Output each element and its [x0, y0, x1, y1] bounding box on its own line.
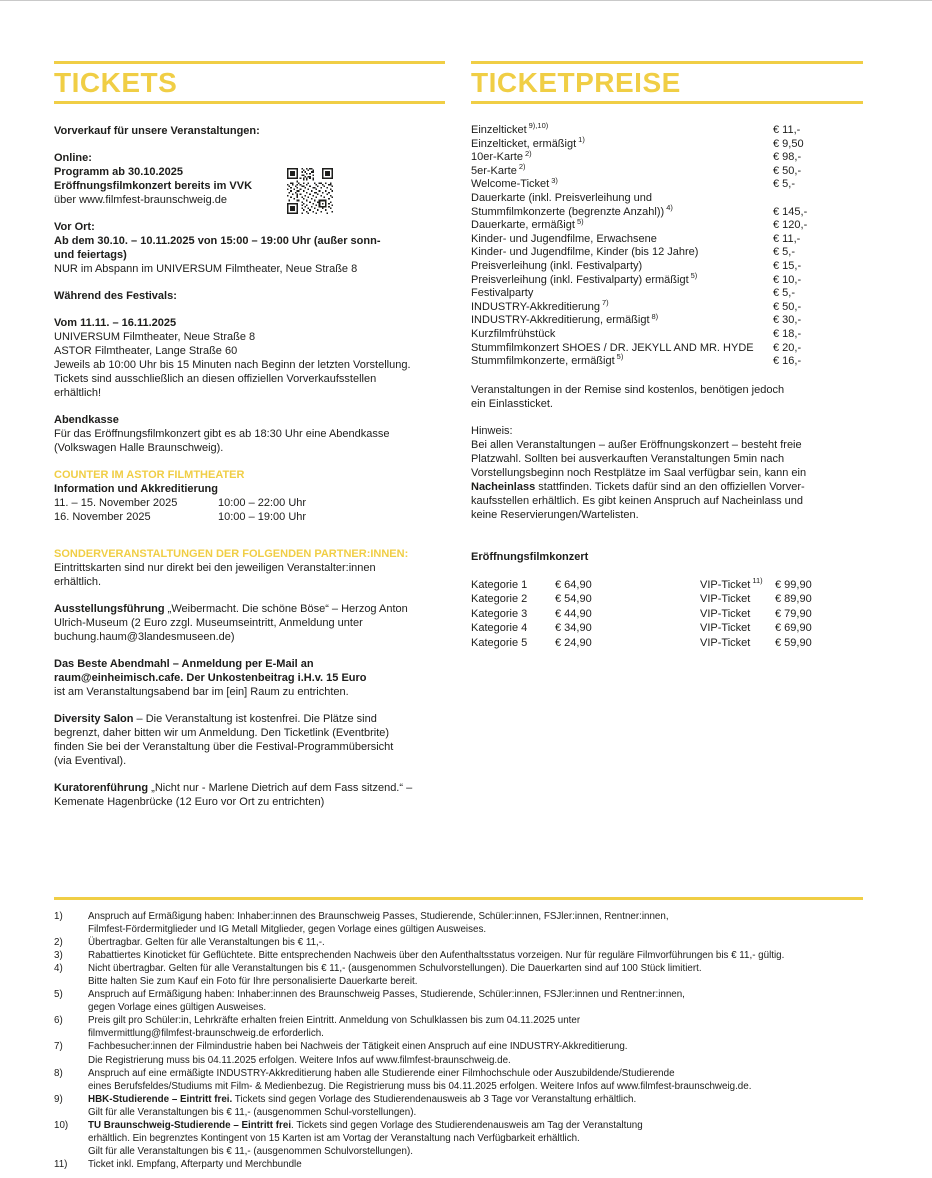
price-row — [471, 352, 863, 369]
vip-label-text: VIP-Ticket — [700, 607, 751, 620]
price-label-text: Dauerkarte (inkl. Preisverleihung und — [471, 191, 652, 204]
footnote-text — [88, 1054, 863, 1067]
text-line — [54, 795, 445, 809]
price-label-text: Stummfilmkonzert SHOES / DR. JEKYLL AND MR. HYDE — [471, 341, 754, 354]
footnote-text — [88, 1027, 863, 1040]
text-line — [471, 508, 863, 522]
regular-text: „Nicht nur - Marlene Dietrich auf dem Fass sitzend.“ – — [148, 782, 413, 794]
footnote-marker: 1) — [54, 911, 63, 922]
intro-text: Vorverkauf für unsere Veranstaltungen: — [54, 125, 260, 137]
price-label-text: INDUSTRY-Akkreditierung, ermäßigt — [471, 314, 650, 327]
price-label — [471, 202, 773, 220]
price-value: € 30,- — [773, 314, 802, 327]
footnote-line — [54, 988, 863, 1001]
price-row — [471, 342, 863, 356]
footnote-line — [54, 962, 863, 975]
bold-text: HBK-Studierende – Eintritt frei. — [88, 1093, 233, 1105]
price-value: € 20,- — [773, 341, 802, 354]
time-range: 10:00 – 19:00 Uhr — [218, 511, 307, 523]
price-row — [471, 287, 863, 301]
regular-text: erhältlich. Ein begrenztes Kontingent von 15 Karten ist am Vortag der Veranstaltung nach Verfügbarkeit erhältlich. — [88, 1132, 580, 1144]
price-label-text: Kurzfilmfrühstück — [471, 327, 556, 340]
footnotes-section — [54, 897, 863, 1171]
online-block — [54, 151, 445, 207]
regular-text: Bei allen Veranstaltungen – außer Eröffnungskonzert – besteht freie — [471, 438, 802, 451]
footnote-line — [54, 975, 863, 988]
price-label — [471, 175, 773, 192]
price-value: € 10,- — [773, 273, 802, 286]
regular-text: Platzwahl. Sollten bei ausverkauften Veranstaltungen 5min nach — [471, 452, 785, 465]
category-price: € 54,90 — [555, 593, 592, 606]
sonder-block — [54, 547, 445, 589]
footnote-marker — [54, 1001, 88, 1014]
footnote-marker: 8) — [54, 1067, 63, 1079]
price-label-text: Preisverleihung (inkl. Festivalparty) ermäßigt — [471, 273, 689, 286]
vorort-block — [54, 220, 445, 276]
event-abendmahl — [54, 657, 445, 699]
price-label — [471, 270, 773, 288]
price-row — [471, 175, 863, 192]
price-value: € 15,- — [773, 259, 802, 272]
bold-text: TU Braunschweig-Studierende – Eintritt frei — [88, 1119, 292, 1131]
category-label: Kategorie 1 — [471, 578, 528, 591]
price-value: € 50,- — [773, 300, 802, 313]
category-label: Kategorie 4 — [471, 622, 528, 635]
price-value: € 5,- — [773, 287, 796, 300]
vip-label-text: VIP-Ticket — [700, 593, 751, 606]
counter-block — [54, 468, 445, 524]
category-row — [471, 636, 863, 651]
price-label — [471, 233, 773, 247]
vip-price: € 69,90 — [775, 622, 812, 635]
price-label — [471, 162, 773, 179]
right-column — [471, 61, 863, 664]
online-heading: Online: — [54, 152, 92, 164]
regular-text: . Tickets sind gegen Vorlage des Studierendenausweis am Tag der Veranstaltung — [291, 1119, 643, 1131]
vip-price: € 79,90 — [775, 607, 812, 620]
regular-text: Ulrich-Museum (2 Euro zzgl. Museumseintritt, Anmeldung unter — [54, 617, 363, 629]
price-label — [471, 134, 773, 152]
online-line: Programm ab 30.10.2025 — [54, 166, 184, 178]
footnote-text — [88, 1001, 863, 1014]
text-line — [54, 671, 445, 685]
footnote-marker: 3) — [54, 950, 63, 962]
footnote-text — [88, 988, 863, 1001]
price-value: € 98,- — [773, 151, 802, 164]
ticketpreise-section-header — [471, 61, 863, 104]
text-line: Veranstaltungen in der Remise sind kostenlos, benötigen jedoch — [471, 383, 785, 396]
price-label — [471, 121, 773, 138]
regular-text: (via Eventival). — [54, 755, 127, 767]
text-line — [54, 712, 445, 726]
price-label-text: Einzelticket — [471, 124, 527, 136]
footnote-ref: 2) — [524, 148, 532, 158]
bold-text: raum@einheimisch.cafe. Der Unkostenbeitrag i.H.v. 15 Euro — [54, 672, 367, 684]
vip-price: € 89,90 — [775, 593, 812, 606]
rule-bottom — [471, 101, 863, 104]
regular-text: Anspruch auf Ermäßigung haben: Inhaber:innen des Braunschweig Passes, Studierende, Schüler:innen, FSJler:innen und Rentner:innen, — [88, 989, 685, 1001]
price-label — [471, 328, 773, 342]
footnote-marker — [54, 1145, 88, 1158]
regular-text: Nicht übertragbar. Gelten für alle Veranstaltungen bis € 11,- (ausgenommen Schulvorstellungen). Die Dauerkarten sind auf 100 Stück limitiert. — [88, 963, 702, 975]
text-line: Eintrittskarten sind nur direkt bei den jeweiligen Veranstalter:innen — [54, 562, 376, 574]
regular-text: Fachbesucher:innen der Filmindustrie haben bei Nachweis der Tätigkeit einen Anspruch auf eine INDUSTRY-Akkreditierung. — [88, 1041, 628, 1053]
footnote-line — [54, 923, 863, 936]
footnote-text — [88, 910, 863, 923]
price-label-text: Stummfilmkonzerte (begrenzte Anzahl)) — [471, 205, 665, 218]
footnote-line — [54, 1067, 863, 1080]
footnote-marker: 7) — [54, 1041, 63, 1053]
date-range: 16. November 2025 — [54, 511, 151, 523]
footnote-marker: 11) — [54, 1158, 68, 1170]
online-line: Eröffnungsfilmkonzert bereits im VVK — [54, 180, 253, 192]
regular-text: Gilt für alle Veranstaltungen bis € 11,- (ausgenommen Schul-vorstellungen). — [88, 1106, 417, 1118]
text-line: erhältlich! — [54, 387, 102, 399]
vorort-line: Ab dem 30.10. – 10.11.2025 von 15:00 – 19:00 Uhr (außer sonn- — [54, 235, 381, 247]
price-label — [471, 287, 773, 301]
footnote-marker — [54, 1080, 88, 1093]
price-value: € 145,- — [773, 205, 808, 218]
price-label-text: Dauerkarte, ermäßigt — [471, 219, 575, 232]
price-label — [471, 298, 773, 315]
price-row — [471, 121, 863, 138]
regular-text: ist am Veranstaltungsabend bar im [ein] Raum zu entrichten. — [54, 686, 349, 698]
category-label: Kategorie 2 — [471, 593, 528, 606]
price-label-text: Preisverleihung (inkl. Festivalparty) — [471, 259, 643, 272]
footnote-text — [88, 1067, 863, 1080]
footnote-marker: 2) — [54, 937, 63, 949]
footnote-text — [88, 1014, 863, 1027]
category-price-table — [471, 578, 863, 651]
footnote-text — [88, 1145, 863, 1158]
price-value: € 11,- — [773, 124, 801, 136]
eroeffnungskonzert-block — [471, 550, 863, 651]
rule-bottom — [54, 101, 445, 104]
price-label-text: Kinder- und Jugendfilme, Erwachsene — [471, 232, 657, 245]
vip-label — [700, 578, 775, 593]
footnote-marker: 10) — [54, 1119, 69, 1131]
regular-text: buchung.haum@3landesmuseen.de) — [54, 631, 235, 643]
text-line: Tickets sind ausschließlich an diesen offiziellen Vorverkaufsstellen — [54, 373, 377, 385]
intro-block — [54, 124, 445, 138]
vip-price: € 59,90 — [775, 637, 812, 650]
price-label-text: 10er-Karte — [471, 151, 523, 164]
regular-text: begrenzt, daher bitten wir um Anmeldung. Den Ticketlink (Eventbrite) — [54, 727, 390, 739]
regular-text: kaufsstellen erhältlich. Es gibt keinen Anspruch auf Nacheinlass und — [471, 494, 804, 507]
footnote-line — [54, 910, 863, 923]
footnote-line — [54, 1145, 863, 1158]
regular-text: eines Berufsfeldes/Studiums mit Film- & Medienbezug. Die Registrierung muss bis 04.11.2025 erfolgen. Weitere Infos auf www.filmfest-braunschweig.de. — [88, 1080, 752, 1092]
sonder-heading: SONDERVERANSTALTUNGEN DER FOLGENDEN PARTNER:INNEN: — [54, 548, 409, 560]
price-label-text: Einzelticket, ermäßigt — [471, 137, 577, 150]
text-line: erhältlich. — [54, 576, 102, 588]
price-label — [471, 352, 773, 369]
footnote-ref: 9),10) — [528, 121, 549, 131]
footnote-ref: 7) — [602, 298, 609, 308]
vorort-heading: Vor Ort: — [54, 221, 95, 233]
category-row — [471, 621, 863, 636]
category-price: € 64,90 — [555, 578, 592, 591]
vip-label-text: VIP-Ticket — [700, 622, 751, 635]
price-value: € 16,- — [773, 355, 802, 368]
price-label — [471, 246, 773, 260]
price-label-text: INDUSTRY-Akkreditierung — [471, 300, 600, 313]
regular-text: – Die Veranstaltung ist kostenfrei. Die Plätze sind — [133, 713, 377, 725]
footnote-marker: 6) — [54, 1015, 63, 1027]
text-line — [54, 726, 445, 740]
counter-subheading: Information und Akkreditierung — [54, 483, 218, 495]
footnote-line — [54, 1119, 863, 1132]
footnote-text — [88, 962, 863, 975]
regular-text: Tickets sind gegen Vorlage des Studierendenausweis ab 3 Tage vor Veranstaltung erhältlich. — [232, 1093, 637, 1105]
regular-text: Anspruch auf eine ermäßigte INDUSTRY-Akkreditierung haben alle Studierende einer Filmhochschule oder Auszubildende/Studierende — [88, 1067, 675, 1079]
regular-text: „Weibermacht. Die schöne Böse“ – Herzog Anton — [164, 603, 408, 615]
category-label: Kategorie 5 — [471, 637, 528, 650]
footnote-ref: 8) — [651, 311, 659, 321]
text-line: Jeweils ab 10:00 Uhr bis 15 Minuten nach Beginn der letzten Vorstellung. — [54, 359, 411, 371]
vorort-line: und feiertags) — [54, 249, 127, 261]
vorort-line: NUR im Abspann im UNIVERSUM Filmtheater, Neue Straße 8 — [54, 263, 358, 275]
footnote-text — [88, 1132, 863, 1145]
footnote-line — [54, 1106, 863, 1119]
price-row — [471, 311, 863, 328]
price-label — [471, 192, 773, 206]
footnote-text — [88, 1080, 863, 1093]
price-label-text: Kinder- und Jugendfilme, Kinder (bis 12 Jahre) — [471, 246, 699, 259]
footnote-marker: 9) — [54, 1093, 63, 1105]
price-value: € 5,- — [773, 178, 796, 191]
text-line — [471, 494, 863, 508]
price-row — [471, 328, 863, 342]
regular-text: Übertragbar. Gelten für alle Veranstaltungen bis € 11,-. — [88, 937, 325, 949]
abendkasse-block — [54, 413, 445, 455]
price-label — [471, 311, 773, 328]
regular-text: Die Registrierung muss bis 04.11.2025 erfolgen. Weitere Infos auf www.filmfest-braunschweig.de. — [88, 1054, 511, 1066]
price-value: € 18,- — [773, 327, 802, 340]
price-label — [471, 148, 773, 165]
footnote-marker — [54, 1132, 88, 1145]
price-label — [471, 260, 773, 274]
footnote-text — [88, 1040, 863, 1053]
footnote-text — [88, 1106, 863, 1119]
text-line — [54, 657, 445, 671]
vip-label — [700, 636, 775, 651]
footnote-ref: 3) — [551, 175, 558, 185]
price-row — [471, 246, 863, 260]
opening-hours-row — [54, 496, 445, 510]
vip-label — [700, 621, 775, 636]
festival-heading: Vom 11.11. – 16.11.2025 — [54, 317, 177, 329]
vip-label-text: VIP-Ticket — [700, 637, 751, 650]
price-value — [773, 192, 863, 206]
footnote-ref: 1) — [578, 134, 585, 144]
footnote-marker — [54, 1106, 88, 1119]
category-row — [471, 607, 863, 622]
konzert-heading: Eröffnungsfilmkonzert — [471, 550, 589, 563]
text-line — [54, 616, 445, 630]
festival-hours-block — [54, 316, 445, 400]
category-price: € 34,90 — [555, 622, 592, 635]
footnote-ref: 5) — [616, 352, 624, 362]
footnotes-list — [54, 910, 863, 1171]
tickets-title: TICKETS — [54, 67, 178, 98]
price-table — [471, 121, 863, 369]
waehrend-heading: Während des Festivals: — [54, 290, 177, 302]
footnote-marker — [54, 1027, 88, 1040]
text-line — [54, 685, 445, 699]
regular-text: Rabattiertes Kinoticket für Geflüchtete. Bitte entsprechenden Nachweis über den Aufenthaltsstatus vorzeigen. Nur für reguläre Filmvorführungen bis € 11,- gültig. — [88, 950, 785, 962]
price-label-text: Welcome-Ticket — [471, 178, 550, 191]
regular-text: stattfinden. Tickets dafür sind an den offiziellen Vorver- — [535, 480, 805, 493]
footnote-line — [54, 1132, 863, 1145]
footnote-line — [54, 1040, 863, 1053]
category-row — [471, 592, 863, 607]
text-line — [471, 438, 863, 452]
event-diversity-salon — [54, 712, 445, 768]
text-line: ein Einlassticket. — [471, 397, 553, 410]
price-value: € 5,- — [773, 246, 796, 259]
online-url: über www.filmfest-braunschweig.de — [54, 194, 228, 206]
text-line — [54, 740, 445, 754]
footnote-text — [88, 975, 863, 988]
price-row — [471, 270, 863, 288]
hinweis-label: Hinweis: — [471, 424, 513, 437]
left-column — [54, 61, 445, 822]
footnote-line — [54, 1158, 863, 1171]
regular-text: Kemenate Hagenbrücke (12 Euro vor Ort zu entrichten) — [54, 796, 325, 808]
price-label-text: Festivalparty — [471, 287, 534, 300]
text-line: Für das Eröffnungsfilmkonzert gibt es ab 18:30 Uhr eine Abendkasse — [54, 428, 390, 440]
footnote-line — [54, 949, 863, 962]
footnote-text — [88, 1093, 863, 1106]
price-value: € 50,- — [773, 164, 802, 177]
footnote-marker — [54, 1054, 88, 1067]
opening-hours-row — [54, 510, 445, 524]
footnote-ref: 5) — [576, 216, 584, 226]
footnote-ref: 11) — [752, 576, 763, 586]
time-range: 10:00 – 22:00 Uhr — [218, 497, 307, 509]
price-row — [471, 298, 863, 315]
qr-code — [287, 168, 333, 214]
regular-text: keine Reservierungen/Wartelisten. — [471, 508, 639, 521]
top-border — [0, 0, 932, 1]
footnote-line — [54, 1014, 863, 1027]
price-row — [471, 216, 863, 233]
bold-text: Ausstellungsführung — [54, 603, 165, 615]
regular-text: finden Sie bei der Veranstaltung über die Festival-Programmübersicht — [54, 741, 394, 753]
footnote-text — [88, 1119, 863, 1132]
footnote-marker: 4) — [54, 963, 63, 975]
footnote-line — [54, 1001, 863, 1014]
hinweis-block — [471, 424, 863, 522]
price-row — [471, 260, 863, 274]
price-label-text: 5er-Karte — [471, 164, 517, 177]
category-row — [471, 578, 863, 593]
footnote-line — [54, 936, 863, 949]
vip-label-text: VIP-Ticket — [700, 578, 751, 591]
regular-text: Bitte halten Sie zum Kauf ein Foto für Ihre personalisierte Dauerkarte bereit. — [88, 976, 418, 988]
regular-text: gegen Vorlage eines gültigen Ausweises. — [88, 1002, 267, 1014]
text-line — [471, 466, 863, 480]
remise-block — [471, 383, 863, 411]
vip-price: € 99,90 — [775, 578, 812, 591]
bold-text: Das Beste Abendmahl – Anmeldung per E-Mail an — [54, 658, 314, 670]
footnote-marker — [54, 975, 88, 988]
date-range: 11. – 15. November 2025 — [54, 497, 178, 509]
price-value: € 120,- — [773, 219, 808, 232]
regular-text: filmvermittlung@filmfest-braunschweig.de erforderlich. — [88, 1028, 324, 1040]
abendkasse-heading: Abendkasse — [54, 414, 119, 426]
counter-heading: COUNTER IM ASTOR FILMTHEATER — [54, 469, 245, 481]
footnote-text — [88, 923, 863, 936]
vip-label — [700, 592, 775, 607]
regular-text: Anspruch auf Ermäßigung haben: Inhaber:innen des Braunschweig Passes, Studierende, Schüler:innen, FSJler:innen, Rentner:innen, — [88, 911, 669, 922]
footnote-text — [88, 936, 863, 949]
regular-text: Ticket inkl. Empfang, Afterparty und Merchbundle — [88, 1158, 302, 1170]
footnote-line — [54, 1027, 863, 1040]
footnote-ref: 5) — [690, 270, 698, 280]
price-label — [471, 216, 773, 233]
text-line — [471, 480, 863, 494]
text-line — [471, 452, 863, 466]
bold-text: Kuratorenführung — [54, 782, 149, 794]
footnote-marker — [54, 923, 88, 936]
text-line: ASTOR Filmtheater, Lange Straße 60 — [54, 345, 238, 357]
price-row — [471, 148, 863, 165]
regular-text: Vorstellungsbeginn noch Restplätze im Saal verfügbar sein, kann ein — [471, 466, 807, 479]
footnote-ref: 4) — [666, 202, 673, 212]
footnote-text — [88, 949, 863, 962]
price-value: € 9,50 — [773, 137, 804, 150]
text-line — [54, 602, 445, 616]
text-line: (Volkswagen Halle Braunschweig). — [54, 442, 224, 454]
bold-text: Diversity Salon — [54, 713, 134, 725]
tickets-section-header — [54, 61, 445, 104]
footnotes-rule — [54, 897, 863, 900]
footnote-text — [88, 1158, 863, 1171]
ticketpreise-title: TICKETPREISE — [471, 67, 681, 98]
event-kuratorenfuehrung — [54, 781, 445, 809]
footnote-line — [54, 1054, 863, 1067]
footnote-ref: 2) — [518, 162, 526, 172]
category-price: € 44,90 — [555, 607, 592, 620]
price-row — [471, 202, 863, 220]
text-line — [54, 630, 445, 644]
price-value: € 11,- — [773, 232, 801, 245]
category-price: € 24,90 — [555, 637, 592, 650]
footnote-line — [54, 1093, 863, 1106]
price-row — [471, 233, 863, 247]
text-line — [54, 781, 445, 795]
vip-label — [700, 607, 775, 622]
regular-text: Preis gilt pro Schüler:in, Lehrkräfte erhalten freien Eintritt. Anmeldung von Schulklassen bis zum 04.11.2025 unter — [88, 1015, 581, 1027]
category-label: Kategorie 3 — [471, 607, 528, 620]
event-ausstellungsfuehrung — [54, 602, 445, 644]
footnote-line — [54, 1080, 863, 1093]
text-line — [54, 754, 445, 768]
footnote-marker: 5) — [54, 989, 63, 1001]
waehrend-block — [54, 289, 445, 303]
regular-text: Filmfest-Fördermitglieder und IG Metall Mitglieder, gegen Vorlage eines gültigen Ausweises. — [88, 924, 487, 936]
regular-text: Gilt für alle Veranstaltungen bis € 11,- (ausgenommen Schulvorstellungen). — [88, 1145, 413, 1157]
text-line: UNIVERSUM Filmtheater, Neue Straße 8 — [54, 331, 256, 343]
bold-text: Nacheinlass — [471, 480, 536, 493]
price-row — [471, 162, 863, 179]
price-label-text: Stummfilmkonzerte, ermäßigt — [471, 355, 615, 368]
